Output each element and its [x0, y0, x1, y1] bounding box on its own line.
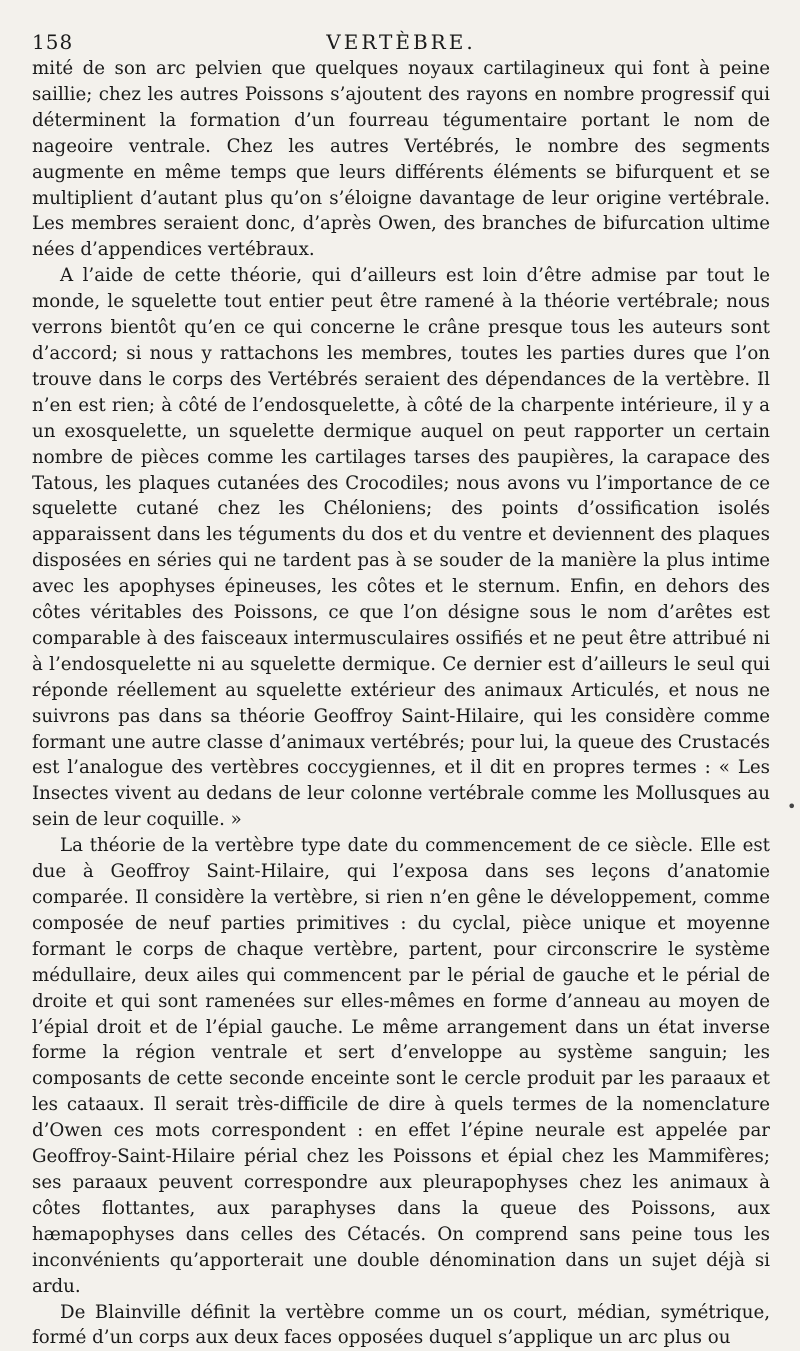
- paragraph-2: A l’aide de cette théorie, qui d’ailleurs est loin d’être admise par tout le monde, le squelette tout entier peut être ramené à la théorie vertébrale; nous verrons bientôt qu’en ce qui concerne le crâne presque tous les auteurs sont d’accord; si nous y rattachons les membres, toutes les parties dures que l’on trouve dans le corps des Vertébrés seraient des dépendances de la vertèbre. Il n’en est rien; à côté de l’endosquelette, à côté de la charpente intérieure, il y a un exosquelette, un squelette dermique auquel on peut rapporter un certain nombre de pièces comme les cartilages tarses des paupières, la carapace des Tatous, les plaques cutanées des Crocodiles; nous avons vu l’importance de ce squelette cutané chez les Chéloniens; des points d’ossification isolés apparaissent dans les téguments du dos et du ventre et deviennent des plaques disposées en séries qui ne tardent pas à se souder de la manière la plus intime avec les apophyses épineuses, les côtes et le sternum. Enfin, en dehors des côtes véritables des Poissons, ce que l’on désigne sous le nom d’arêtes est comparable à des faisceaux intermusculaires ossifiés et ne peut être attribué ni à l’endosquelette ni au squelette dermique. Ce dernier est d’ailleurs le seul qui réponde réellement au squelette extérieur des animaux Articulés, et nous ne suivrons pas dans sa théorie Geoffroy Saint-Hilaire, qui les considère comme formant une autre classe d’animaux vertébrés; pour lui, la queue des Crustacés est l’analogue des vertèbres coccygiennes, et il dit en propres termes : « Les Insectes vivent au dedans de leur colonne vertébrale comme les Mollusques au sein de leur coquille. »: [32, 263, 770, 833]
- margin-mark: •: [787, 797, 796, 816]
- page-header: [32, 20, 770, 56]
- running-title: VERTÈBRE.: [32, 30, 770, 54]
- page-number: 158: [32, 30, 73, 54]
- paragraph-4: De Blainville définit la vertèbre comme un os court, médian, symétrique, formé d’un corps aux deux faces opposées duquel s’applique un arc plus ou: [32, 1300, 770, 1351]
- paragraph-3: La théorie de la vertèbre type date du commencement de ce siècle. Elle est due à Geoffroy Saint-Hilaire, qui l’exposa dans ses leçons d’anatomie comparée. Il considère la vertèbre, si rien n’en gêne le développement, comme composée de neuf parties primitives : du cyclal, pièce unique et moyenne formant le corps de chaque vertèbre, partent, pour circonscrire le système médullaire, deux ailes qui commencent par le périal de gauche et le périal de droite et qui sont ramenées sur elles-mêmes en forme d’anneau au moyen de l’épial droit et de l’épial gauche. Le même arrangement dans un état inverse forme la région ventrale et sert d’enveloppe au système sanguin; les composants de cette seconde enceinte sont le cercle produit par les paraaux et les cataaux. Il serait très-difficile de dire à quels termes de la nomenclature d’Owen ces mots correspondent : en effet l’épine neurale est appelée par Geoffroy-Saint-Hilaire périal chez les Poissons et épial chez les Mammifères; ses paraaux peuvent correspondre aux pleurapophyses chez les animaux à côtes flottantes, aux paraphyses dans la queue des Poissons, aux hæmapophyses dans celles des Cétacés. On comprend sans peine tous les inconvénients qu’apporterait une double dénomination dans un sujet déjà si ardu.: [32, 833, 770, 1299]
- paragraph-1: mité de son arc pelvien que quelques noyaux cartilagineux qui font à peine saillie; chez les autres Poissons s’ajoutent des rayons en nombre progressif qui déterminent la formation d’un fourreau tégumentaire portant le nom de nageoire ventrale. Chez les autres Vertébrés, le nombre des segments augmente en même temps que leurs différents éléments se bifurquent et se multiplient d’autant plus qu’on s’éloigne davantage de leur origine vertébrale. Les membres seraient donc, d’après Owen, des branches de bifurcation ultime nées d’appendices vertébraux.: [32, 56, 770, 263]
- body-text: [32, 56, 770, 1351]
